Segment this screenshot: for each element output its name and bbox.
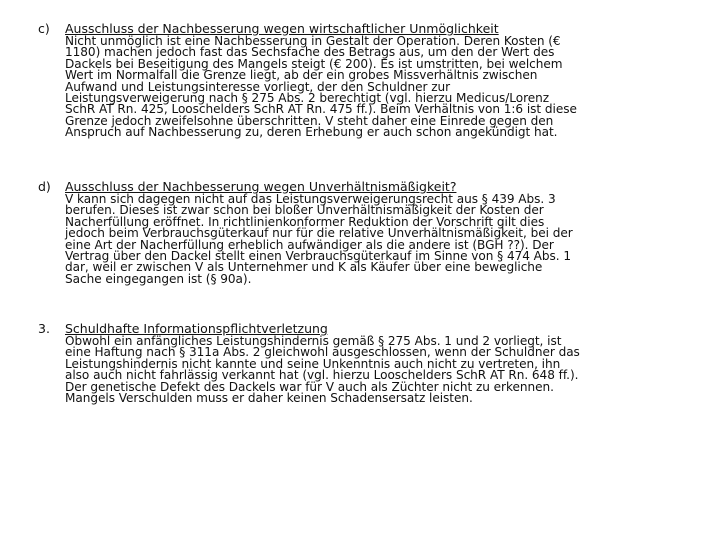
text-line: Dackels bei Beseitigung des Mangels steigt (€ 200). Es ist umstritten, bei welchem xyxy=(65,56,563,71)
text-line: V kann sich dagegen nicht auf das Leistungsverweigerungsrecht aus § 439 Abs. 3 xyxy=(65,192,556,206)
section-heading: Ausschluss der Nachbesserung wegen Unverhältnismäßigkeit? xyxy=(65,179,457,194)
section-heading: Ausschluss der Nachbesserung wegen wirtschaftlicher Unmöglichkeit xyxy=(65,21,499,36)
text-line: eine Haftung nach § 311a Abs. 2 gleichwohl ausgeschlossen, wenn der Schuldner das xyxy=(65,345,580,360)
text-line: 1180) machen jedoch fast das Sechsfache des Betrags aus, um den der Wert des xyxy=(65,45,555,60)
text-line: dar, weil er zwischen V als Unternehmer und K als Käufer über eine bewegliche xyxy=(65,260,543,275)
text-line: also auch nicht fahrlässig verkannt hat (vgl. hierzu Looschelders SchR AT Rn. 648 ff.). xyxy=(65,368,579,383)
section-marker: d) xyxy=(38,179,51,194)
text-line: Nicht unmöglich ist eine Nachbesserung in Gestalt der Operation. Deren Kosten (€ xyxy=(65,34,561,48)
text-line: Leistungshindernis nicht kannte und seine Unkenntnis auch nicht zu vertreten, ihn xyxy=(65,356,561,371)
text-line: eine Art der Nacherfüllung erheblich aufwändiger als die andere ist (BGH ??). Der xyxy=(65,237,554,252)
text-line: Mangels Verschulden muss er daher keinen Schadensersatz leisten. xyxy=(65,391,473,406)
text-line: jedoch beim Verbrauchsgüterkauf nur für die relative Unverhältnismäßigkeit, bei der xyxy=(65,226,573,241)
text-line: Aufwand und Leistungsinteresse vorliegt, der den Schuldner zur xyxy=(65,79,451,94)
section-heading: Schuldhafte Informationspflichtverletzung xyxy=(65,321,328,336)
text-line: Nacherfüllung eröffnet. In richtlinienkonformer Reduktion der Vorschrift gilt dies xyxy=(65,214,545,229)
text-line: Leistungsverweigerung nach § 275 Abs. 2 berechtigt (vgl. hierzu Medicus/Lorenz xyxy=(65,91,550,106)
text-line: Der genetische Defekt des Dackels war für V auch als Züchter nicht zu erkennen. xyxy=(65,379,554,394)
text-line: Wert im Normalfall die Grenze liegt, ab der ein grobes Missverhältnis zwischen xyxy=(65,68,538,83)
text-line: Vertrag über den Dackel stellt einen Verbrauchsgüterkauf im Sinne von § 474 Abs. 1 xyxy=(65,249,572,264)
text-line: SchR AT Rn. 425, Looschelders SchR AT Rn. 475 ff.). Beim Verhältnis von 1:6 ist diese xyxy=(65,102,577,117)
section-marker: 3. xyxy=(38,321,50,336)
text-line: Anspruch auf Nachbesserung zu, deren Erhebung er auch schon angekündigt hat. xyxy=(65,125,558,140)
section-body xyxy=(65,36,699,139)
section-body xyxy=(65,194,699,285)
section-marker: c) xyxy=(38,21,50,36)
text-line: Sache eingegangen ist (§ 90a). xyxy=(65,271,252,286)
section-body xyxy=(65,336,699,404)
text-line: Grenze jedoch zweifelsohne überschritten. V steht daher eine Einrede gegen den xyxy=(65,113,554,128)
text-line: Obwohl ein anfängliches Leistungshindernis gemäß § 275 Abs. 1 und 2 vorliegt, ist xyxy=(65,334,562,348)
text-line: berufen. Dieses ist zwar schon bei bloßer Unverhältnismäßigkeit der Kosten der xyxy=(65,203,544,218)
